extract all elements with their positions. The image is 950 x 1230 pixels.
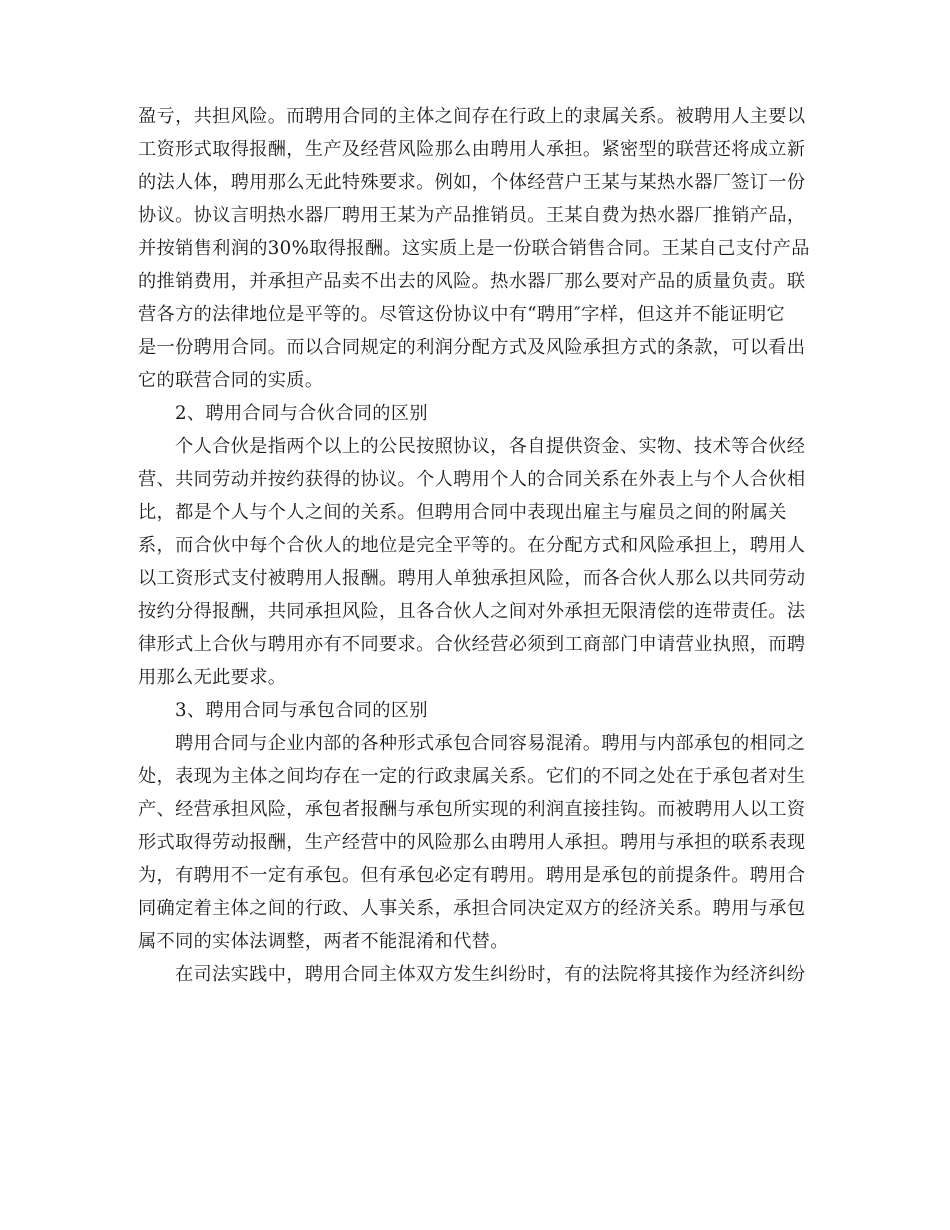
text-line: 以工资形式支付被聘用人报酬。聘用人单独承担风险，而各合伙人那么以共同劳动	[138, 568, 806, 589]
text-line: 个人合伙是指两个以上的公民按照协议，各自提供资金、实物、技术等合伙经	[175, 436, 806, 457]
text-line: 协议。协议言明热水器厂聘用王某为产品推销员。王某自费为热水器厂推销产品，	[138, 205, 806, 226]
text-line: 营各方的法律地位是平等的。尽管这份协议中有“聘用″字样，但这并不能证明它	[138, 304, 786, 325]
paragraph-partnership-comparison	[138, 430, 813, 694]
text-line: 处，表现为主体之间均存在一定的行政隶属关系。它们的不同之处在于承包者对生	[138, 766, 806, 787]
text-line: 是一份聘用合同。而以合同规定的利润分配方式及风险承担方式的条款，可以看出	[138, 337, 806, 358]
paragraph-joint-venture-comparison	[138, 100, 813, 397]
text-line: 聘用合同与企业内部的各种形式承包合同容易混淆。聘用与内部承包的相同之	[175, 733, 806, 754]
text-line: 属不同的实体法调整，两者不能混淆和代替。	[138, 931, 509, 952]
section-heading-contracting: 3、聘用合同与承包合同的区别	[175, 700, 428, 721]
paragraph-contracting-comparison	[138, 727, 813, 958]
text-line: 的推销费用，并承担产品卖不出去的风险。热水器厂那么要对产品的质量负责。联	[138, 271, 806, 292]
text-line: 形式取得劳动报酬，生产经营中的风险那么由聘用人承担。聘用与承担的联系表现	[138, 832, 806, 853]
document-body	[138, 100, 813, 991]
text-line: 产、经营承担风险，承包者报酬与承包所实现的利润直接挂钩。而被聘用人以工资	[138, 799, 806, 820]
text-line: 在司法实践中，聘用合同主体双方发生纠纷时，有的法院将其接作为经济纠纷	[175, 964, 806, 985]
text-line: 它的联营合同的实质。	[138, 370, 324, 391]
text-line: 同确定着主体之间的行政、人事关系，承担合同决定双方的经济关系。聘用与承包	[138, 898, 806, 919]
text-line: 按约分得报酬，共同承担风险，且各合伙人之间对外承担无限清偿的连带责任。法	[138, 601, 806, 622]
section-heading-partnership: 2、聘用合同与合伙合同的区别	[175, 403, 428, 424]
text-line: 比，都是个人与个人之间的关系。但聘用合同中表现出雇主与雇员之间的附属关	[138, 502, 787, 523]
text-line: 为，有聘用不一定有承包。但有承包必定有聘用。聘用是承包的前提条件。聘用合	[138, 865, 806, 886]
text-line: 系，而合伙中每个合伙人的地位是完全平等的。在分配方式和风险承担上，聘用人	[138, 535, 806, 556]
text-line: 律形式上合伙与聘用亦有不同要求。合伙经营必须到工商部门申请营业执照，而聘	[138, 634, 806, 655]
text-line: 的法人体，聘用那么无此特殊要求。例如，个体经营户王某与某热水器厂签订一份	[138, 172, 806, 193]
text-line: 工资形式取得报酬，生产及经营风险那么由聘用人承担。紧密型的联营还将成立新	[138, 139, 806, 160]
text-line: 并按销售利润的30%取得报酬。这实质上是一份联合销售合同。王某自己支付产品	[138, 238, 810, 259]
text-line: 营、共同劳动并按约获得的协议。个人聘用个人的合同关系在外表上与个人合伙相	[138, 469, 806, 490]
text-line: 用那么无此要求。	[138, 667, 287, 688]
text-line: 盈亏，共担风险。而聘用合同的主体之间存在行政上的隶属关系。被聘用人主要以	[138, 106, 806, 127]
paragraph-judicial-practice	[138, 958, 813, 991]
